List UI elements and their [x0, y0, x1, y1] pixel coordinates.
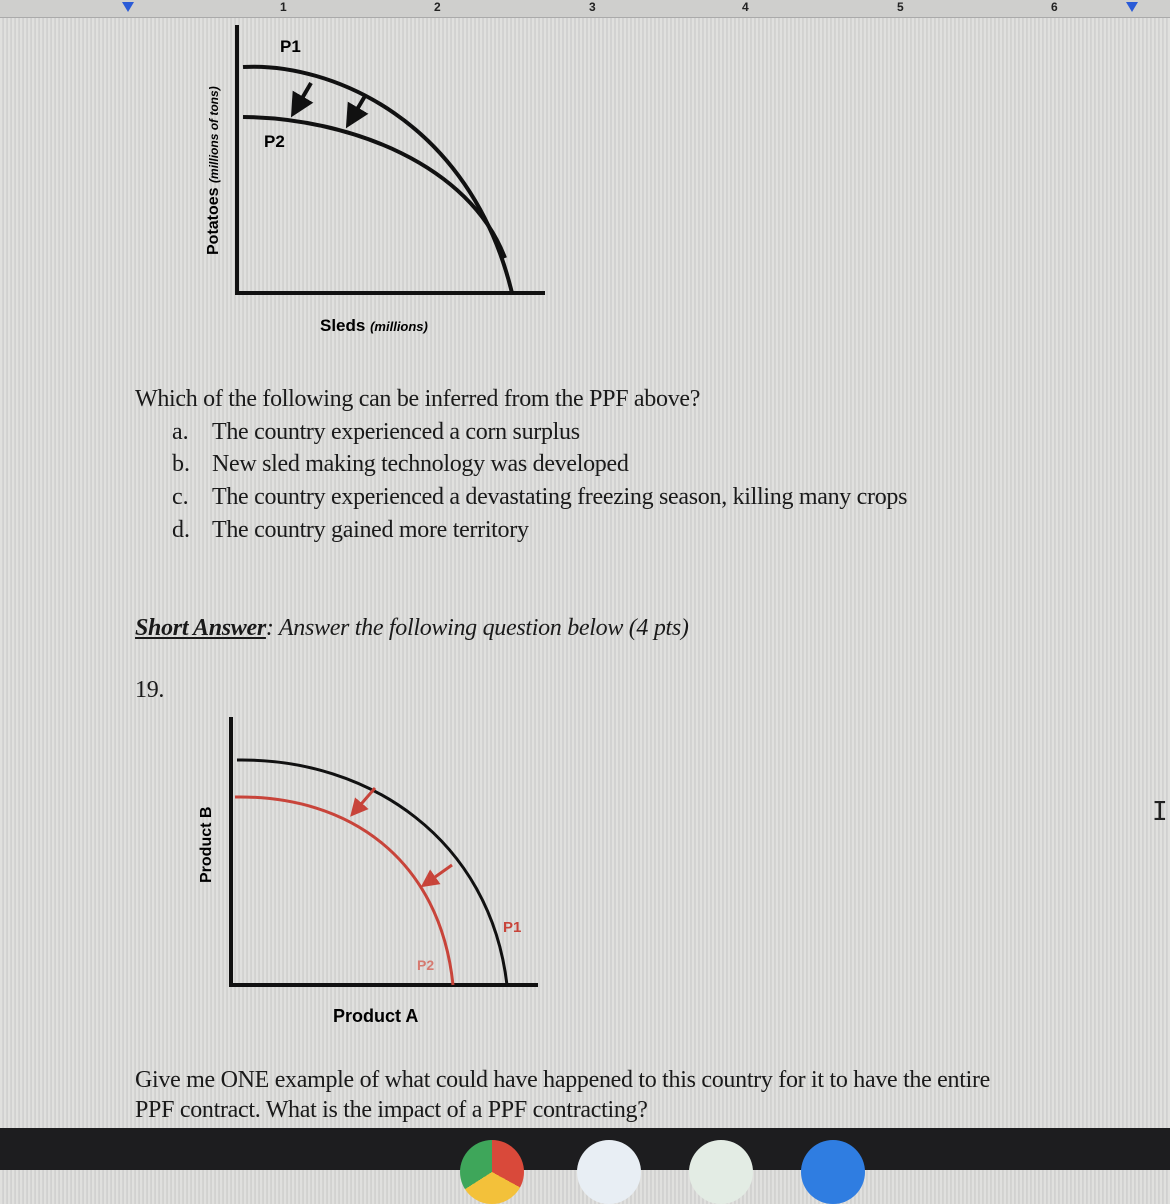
question-19-prompt-line2: PPF contract. What is the impact of a PPF contracting?	[135, 1097, 648, 1123]
y-axis-label: Potatoes (millions of tons)	[205, 86, 222, 255]
shift-arrow	[297, 83, 311, 107]
shift-arrow	[356, 788, 375, 810]
option-c: The country experienced a devastating freezing season, killing many crops	[212, 484, 908, 510]
curve-label-p2: P2	[264, 132, 285, 151]
docs-icon[interactable]	[577, 1140, 641, 1204]
option-marker: d.	[172, 517, 190, 543]
question-19-number: 19.	[135, 677, 165, 703]
shift-arrow	[428, 865, 452, 882]
text-cursor-icon: I	[1152, 797, 1168, 827]
ruler-number: 4	[742, 0, 749, 14]
ruler-number: 1	[280, 0, 287, 14]
curve-label-p2: P2	[417, 957, 435, 973]
chrome-icon[interactable]	[460, 1140, 524, 1204]
sheets-icon[interactable]	[689, 1140, 753, 1204]
curve-label-p1: P1	[503, 919, 522, 936]
option-a: The country experienced a corn surplus	[212, 419, 580, 445]
option-d: The country gained more territory	[212, 517, 529, 543]
ppf-figure-1	[205, 25, 545, 335]
shift-arrow	[352, 96, 365, 118]
short-answer-instruction: : Answer the following question below (4 pts)	[265, 615, 689, 641]
files-icon[interactable]	[801, 1140, 865, 1204]
ppf-curve-p1	[243, 67, 512, 293]
ruler-number: 3	[589, 0, 596, 14]
option-b: New sled making technology was developed	[212, 451, 629, 477]
ruler-number: 6	[1051, 0, 1058, 14]
ruler-number: 5	[897, 0, 904, 14]
question-18-prompt: Which of the following can be inferred from the PPF above?	[135, 386, 701, 412]
option-marker: c.	[172, 484, 189, 510]
x-axis-label: Product A	[333, 1006, 419, 1026]
taskbar	[0, 1128, 1170, 1170]
x-axis-label: Sleds (millions)	[320, 316, 428, 335]
short-answer-heading	[135, 615, 689, 642]
ruler-number: 2	[434, 0, 441, 14]
option-marker: b.	[172, 451, 190, 477]
question-19-prompt-line1: Give me ONE example of what could have happened to this country for it to have the entire	[135, 1067, 991, 1093]
ppf-figure-2	[198, 717, 538, 1026]
short-answer-title: Short Answer	[135, 615, 266, 641]
option-marker: a.	[172, 419, 189, 445]
curve-label-p1: P1	[280, 37, 301, 56]
y-axis-label: Product B	[198, 806, 215, 883]
